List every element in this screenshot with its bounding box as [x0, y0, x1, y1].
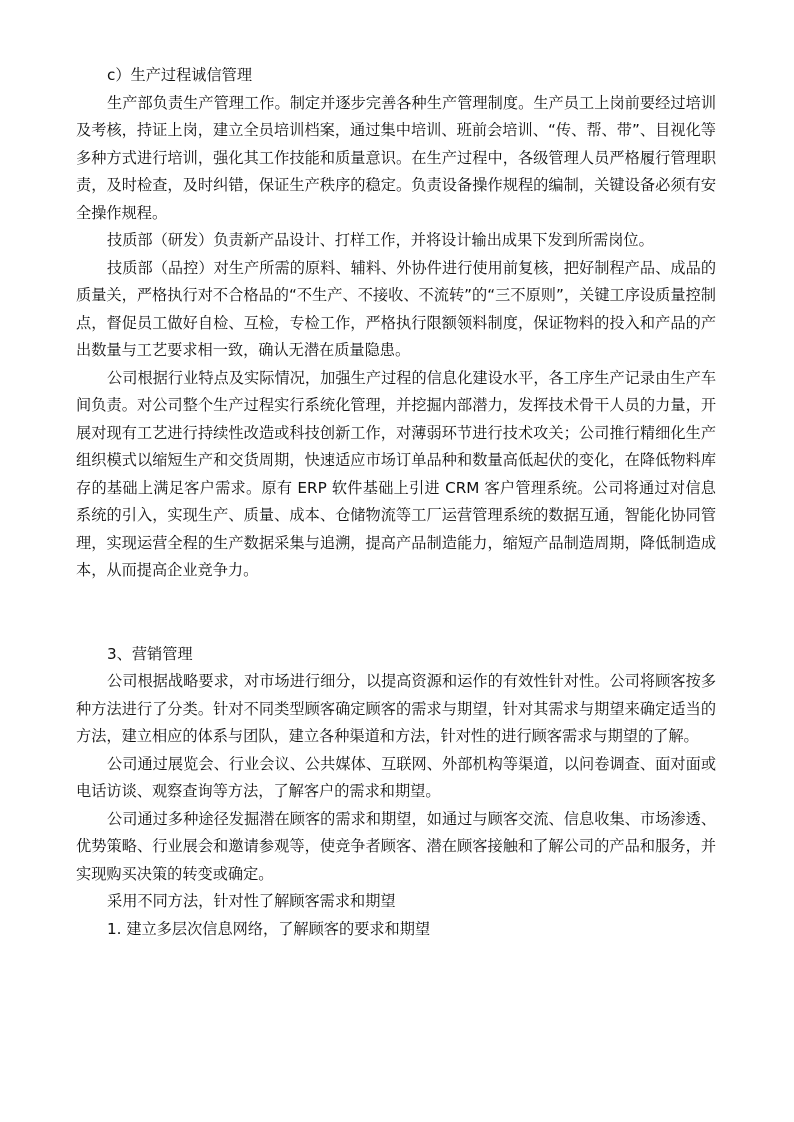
paragraph: 公司通过展览会、行业会议、公共媒体、互联网、外部机构等渠道，以问卷调查、面对面或电话访谈、观察查询等方法，了解客户的需求和期望。 — [76, 754, 716, 800]
paragraph: 公司根据行业特点及实际情况，加强生产过程的信息化建设水平，各工序生产记录由生产车间负责。对公司整个生产过程实行系统化管理，并挖掘内部潜力，发挥技术骨干人员的力量，开展对现有工艺进行持续性改造或科技创新工作，对薄弱环节进行技术攻关；公司推行精细化生产组织模式以缩短生产和交货周期，快速适应市场订单品种和数量高低起伏的变化，在降低物料库存的基础上满足客户需求。原有 ERP 软件基础上引进 CRM 客户管理系统。公司将通过对信息系统的引入，实现生产、质量、成本、仓储物流等工厂运营管理系统的数据互通，智能化协同管理，实现运营全程的生产数据采集与追溯，提高产品制造能力，缩短产品制造周期，降低制造成本，从而提高企业竞争力。 — [76, 368, 716, 579]
paragraph: 生产部负责生产管理工作。制定并逐步完善各种生产管理制度。生产员工上岗前要经过培训及考核，持证上岗，建立全员培训档案，通过集中培训、班前会培训、“传、帮、带”、目视化等多种方式进行培训，强化其工作技能和质量意识。在生产过程中，各级管理人员严格履行管理职责，及时检查，及时纠错，保证生产秩序的稳定。负责设备操作规程的编制，关键设备必须有安全操作规程。 — [76, 93, 716, 222]
paragraph: 技质部（研发）负责新产品设计、打样工作，并将设计输出成果下发到所需岗位。 — [107, 231, 654, 249]
section-heading-marketing: 3、营销管理 — [107, 644, 193, 663]
document-page — [76, 62, 716, 943]
section-heading-production: c）生产过程诚信管理 — [107, 66, 253, 84]
paragraph: 采用不同方法，针对性了解顾客需求和期望 — [107, 892, 396, 910]
paragraph: 技质部（品控）对生产所需的原料、辅料、外协件进行使用前复核，把好制程产品、成品的质量关，严格执行对不合格品的“不生产、不接收、不流转”的“三不原则”，关键工序设质量控制点，督促员工做好自检、互检，专检工作，严格执行限额领料制度，保证物料的投入和产品的产出数量与工艺要求相一致，确认无潜在质量隐患。 — [76, 258, 716, 359]
paragraph: 公司通过多种途径发掘潜在顾客的需求和期望，如通过与顾客交流、信息收集、市场渗透、优势策略、行业展会和邀请参观等，使竞争者顾客、潜在顾客接触和了解公司的产品和服务，并实现购买决策的转变或确定。 — [76, 809, 716, 883]
paragraph: 公司根据战略要求，对市场进行细分，以提高资源和运作的有效性针对性。公司将顾客按多种方法进行了分类。针对不同类型顾客确定顾客的需求与期望，针对其需求与期望来确定适当的方法，建立相应的体系与团队，建立各种渠道和方法，针对性的进行顾客需求与期望的了解。 — [76, 672, 716, 745]
section-spacer — [76, 585, 716, 641]
paragraph: 1. 建立多层次信息网络，了解顾客的要求和期望 — [107, 919, 431, 938]
